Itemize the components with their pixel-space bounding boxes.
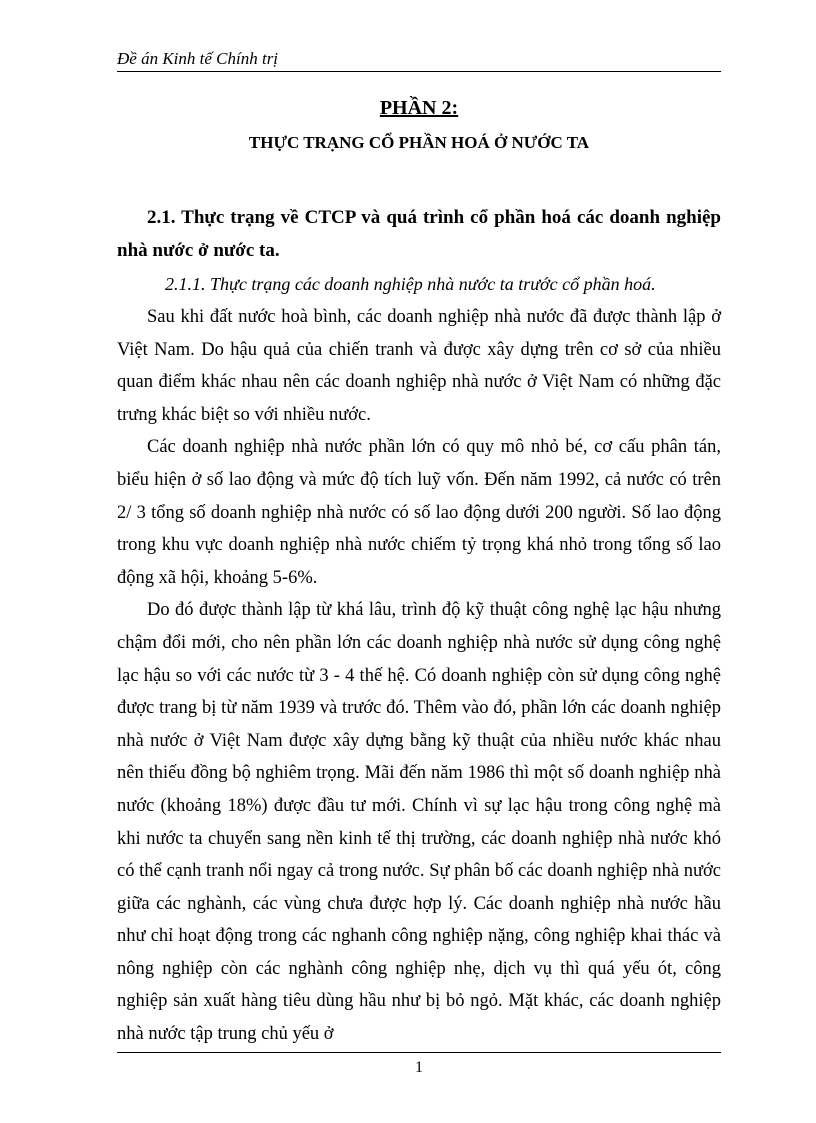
page-footer [117, 1052, 721, 1081]
document-body [117, 90, 721, 1051]
paragraph: Sau khi đất nước hoà bình, các doanh nghiệp nhà nước đã được thành lập ở Việt Nam. Do hậu quả của chiến tranh và được xây dựng trên cơ sở của nhiều quan điểm khác nhau nên các doanh nghiệp nhà nước ở Việt Nam có những đặc trưng khác biệt so với nhiều nước. [117, 307, 721, 425]
page-number: 1 [415, 1059, 423, 1076]
paragraph: Các doanh nghiệp nhà nước phần lớn có quy mô nhỏ bé, cơ cấu phân tán, biểu hiện ở số lao động và mức độ tích luỹ vốn. Đến năm 1992, cả nước có trên 2/ 3 tổng số doanh nghiệp nhà nước có số lao động dưới 200 người. Số lao động trong khu vực doanh nghiệp nhà nước chiếm tỷ trọng khá nhỏ trong tổng số lao động xã hội, khoảng 5-6%. [117, 437, 721, 588]
part-title: PHẦN 2: [379, 97, 459, 119]
section-heading: 2.1. Thực trạng về CTCP và quá trình cổ phần hoá các doanh nghiệp nhà nước ở nước ta. [117, 207, 721, 261]
page-header [117, 47, 721, 72]
paragraph: Do đó được thành lập từ khá lâu, trình độ kỹ thuật công nghệ lạc hậu nhưng chậm đổi mới, cho nên phần lớn các doanh nghiệp nhà nước sử dụng công nghệ lạc hậu so với các nước từ 3 - 4 thế hệ. Có doanh nghiệp còn sử dụng công nghệ được trang bị từ năm 1939 và trước đó. Thêm vào đó, phần lớn các doanh nghiệp nhà nước ở Việt Nam được xây dựng bằng kỹ thuật của nhiều nước khác nhau nên thiếu đồng bộ nghiêm trọng. Mãi đến năm 1986 thì một số doanh nghiệp nhà nước (khoảng 18%) được đầu tư mới. Chính vì sự lạc hậu trong công nghệ mà khi nước ta chuyển sang nền kinh tế thị trường, các doanh nghiệp nhà nước khó có thể cạnh tranh nổi ngay cả trong nước. Sự phân bố các doanh nghiệp nhà nước giữa các nghành, các vùng chưa được hợp lý. Các doanh nghiệp nhà nước hầu như chỉ hoạt động trong các nghanh công nghiệp nặng, công nghiệp khai thác và nông nghiệp còn các nghành công nghiệp nhẹ, dịch vụ thì quá yếu ót, công nghiệp sản xuất hàng tiêu dùng hầu như bị bỏ ngỏ. Mặt khác, các doanh nghiệp nhà nước tập trung chủ yếu ở [117, 600, 721, 1045]
subsection-heading: 2.1.1. Thực trạng các doanh nghiệp nhà nước ta trước cổ phần hoá. [165, 274, 656, 294]
header-title: Đề án Kinh tế Chính trị [117, 49, 279, 68]
chapter-title: THỰC TRẠNG CỔ PHẦN HOÁ Ở NƯỚC TA [248, 133, 590, 152]
